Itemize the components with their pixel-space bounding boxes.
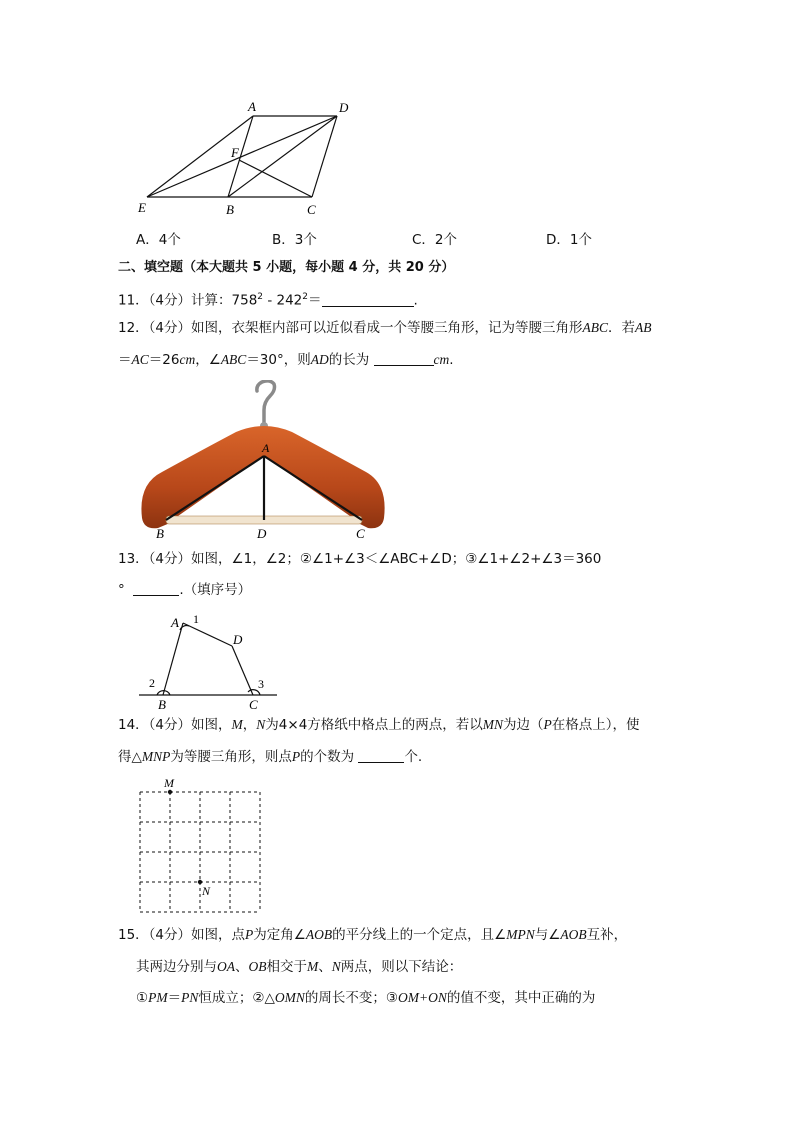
q12-unit1: cm (179, 352, 196, 367)
q14-n: N (256, 717, 266, 732)
label-e: E (138, 200, 146, 215)
question-15-line2 (136, 957, 462, 977)
q14-p: P (543, 717, 552, 732)
hanger-label-d: D (257, 526, 267, 541)
quad-label-d: D (233, 632, 243, 647)
quad-label-2: 2 (149, 676, 155, 690)
quad-label-c: C (249, 697, 258, 712)
q14-text-f: 得△ (118, 749, 142, 765)
section-heading: 二、填空题（本大题共 5 小题，每小题 4 分，共 20 分） (118, 260, 455, 275)
q11-sup2: 2 (302, 292, 308, 302)
hanger-label-c: C (356, 526, 365, 541)
hanger-label-b: B (156, 526, 164, 541)
hanger-figure (136, 380, 392, 542)
q11-text: 11．（4分）计算：758 (118, 292, 258, 309)
q15-text-o: 恒成立；②△ (198, 990, 275, 1006)
q15-mpn: MPN (506, 927, 535, 942)
hanger-label-a: A (262, 441, 270, 455)
q14-mnp: MNP (141, 749, 171, 764)
q15-ob: OB (248, 959, 267, 974)
option-d: D．1个 (546, 232, 592, 248)
q15-aob: AOB (305, 927, 333, 942)
question-13-line1: 13．（4分）如图，∠1，∠2；②∠1+∠3＜∠ABC+∠D；③∠1+∠2+∠3＝360 (118, 551, 602, 567)
label-d: D (339, 100, 349, 115)
q11-end: . (413, 292, 418, 309)
label-a: A (248, 99, 256, 114)
q15-p: P (245, 927, 254, 942)
label-b: B (226, 202, 234, 217)
q15-text-h: 相交于 (266, 959, 307, 975)
q13-answer-blank[interactable] (133, 581, 179, 596)
label-f: F (231, 145, 239, 160)
q12-end: . (449, 352, 454, 368)
grid-label-n: N (202, 884, 211, 898)
q14-text-h: 的个数为 (300, 749, 355, 765)
q12-val: ＝26 (148, 352, 180, 368)
q15-omon: OM+ON (397, 990, 447, 1005)
q15-text-j: 两点，则以下结论： (340, 959, 463, 975)
q15-n: N (331, 959, 341, 974)
q12-abc2: ABC (220, 352, 247, 367)
q15-text-d: 与∠ (534, 927, 561, 943)
q11-sup1: 2 (257, 292, 264, 302)
q14-mn: MN (482, 717, 504, 732)
q14-text-g: 为等腰三角形，则点 (170, 749, 292, 765)
question-14-line1 (118, 715, 640, 735)
q13-end: .（填序号） (179, 582, 252, 598)
question-15-line3 (136, 988, 595, 1008)
quad-label-1: 1 (193, 612, 199, 626)
quadrilateral-figure (135, 608, 285, 713)
q12-unit2: cm (433, 352, 450, 367)
q15-text-r: 的值不变，其中正确的为 (446, 990, 596, 1006)
q14-end: 个. (404, 749, 423, 765)
q13-degree: ° (118, 582, 125, 598)
q15-text-q: 的周长不变；③ (304, 990, 398, 1006)
q12-text-b: ．若 (608, 320, 636, 336)
q12-text-e: 的长为 (328, 352, 370, 368)
q15-pn: PN (181, 990, 199, 1005)
q14-text-e: 在格点上），使 (551, 717, 640, 733)
q12-ac: AC (131, 352, 149, 367)
point-m (168, 790, 172, 794)
label-c: C (307, 202, 316, 217)
question-12-line1 (118, 318, 652, 338)
option-a: A．4个 (136, 232, 181, 248)
question-15-line1 (118, 925, 627, 945)
q15-text-l: ＝ (167, 990, 182, 1006)
q12-ab: AB (635, 320, 652, 335)
q14-text-c: 为4×4方格纸中格点上的两点，若以 (265, 717, 483, 733)
q15-text-e: 互补， (586, 927, 628, 943)
q15-oa: OA (217, 959, 235, 974)
q14-p2: P (291, 749, 301, 764)
q14-text-b: ， (242, 717, 257, 733)
option-c: C．2个 (412, 232, 458, 248)
question-12-line2 (118, 350, 454, 370)
q12-abc: ABC (582, 320, 609, 335)
question-11 (118, 287, 418, 311)
q14-text-d: 为边（ (503, 717, 544, 733)
q14-m: M (231, 717, 243, 732)
question-13-line2 (118, 580, 251, 600)
option-b: B．3个 (272, 232, 317, 248)
q15-pm: PM (148, 990, 168, 1005)
grid-figure (130, 772, 270, 917)
q14-text-a: 14．（4分）如图， (118, 717, 232, 733)
parallelogram-figure (130, 96, 370, 221)
q15-text-i: 、 (318, 959, 332, 975)
question-14-line2 (118, 747, 422, 767)
q15-omn: OMN (274, 990, 305, 1005)
q15-text-b: 为定角∠ (253, 927, 306, 943)
quad-label-3: 3 (258, 677, 264, 691)
q15-text-g: 、 (235, 959, 249, 975)
grid-label-m: M (164, 776, 174, 790)
q12-angle-val: ＝30°，则 (246, 352, 311, 368)
quad-label-a: A (171, 615, 179, 630)
q12-ad: AD (310, 352, 329, 367)
q15-text-a: 15．（4分）如图，点 (118, 927, 246, 943)
q11-mid: - 242 (263, 292, 303, 309)
q15-text-c: 的平分线上的一个定点，且∠ (332, 927, 507, 943)
quad-label-b: B (158, 697, 166, 712)
q15-aob2: AOB (560, 927, 587, 942)
q12-angle: ，∠ (195, 352, 221, 368)
q12-eq: ＝ (118, 352, 132, 368)
q12-answer-blank[interactable] (374, 351, 434, 366)
q11-answer-blank[interactable] (322, 292, 414, 307)
q11-eq: ＝ (308, 292, 322, 309)
q15-m: M (307, 959, 319, 974)
q14-answer-blank[interactable] (358, 748, 404, 763)
q12-text: 12．（4分）如图，衣架框内部可以近似看成一个等腰三角形，记为等腰三角形 (118, 320, 583, 336)
q15-text-k: ① (136, 990, 149, 1006)
q15-text-f: 其两边分别与 (136, 959, 217, 975)
